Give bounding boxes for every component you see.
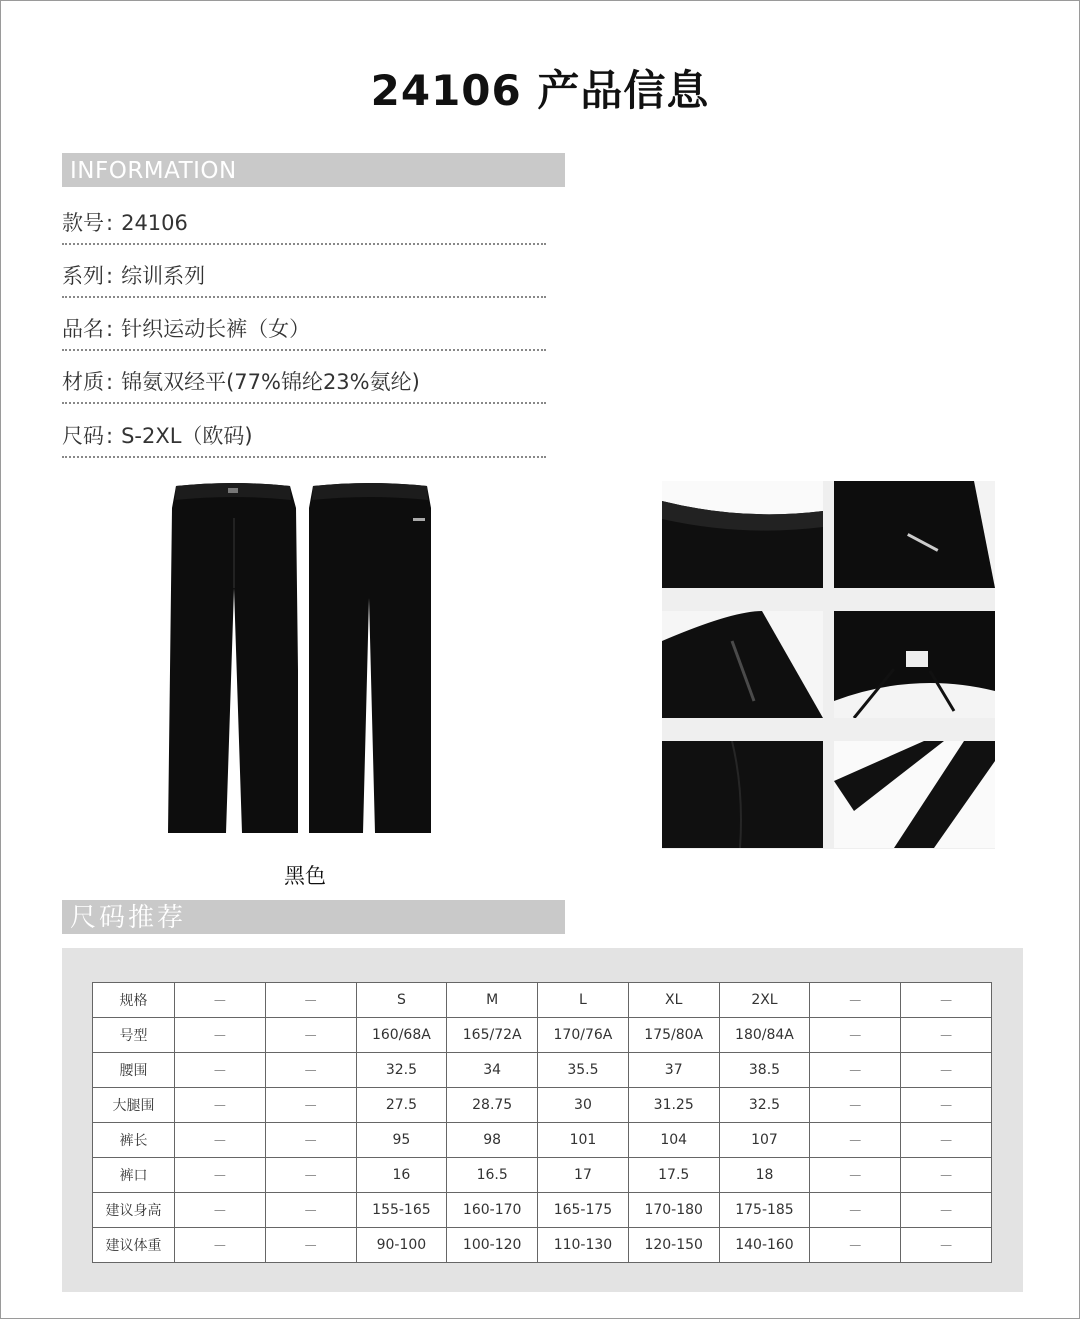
table-cell: 170/76A — [538, 1018, 629, 1053]
table-cell: — — [265, 1228, 356, 1263]
table-cell: 100-120 — [447, 1228, 538, 1263]
table-cell: — — [175, 983, 266, 1018]
table-row — [93, 1088, 992, 1123]
table-cell: — — [265, 1123, 356, 1158]
table-cell: — — [175, 1193, 266, 1228]
product-image — [160, 478, 445, 843]
table-cell: 175/80A — [628, 1018, 719, 1053]
size-recommendation-heading: 尺码推荐 — [62, 900, 565, 934]
table-cell: 140-160 — [719, 1228, 810, 1263]
table-cell: — — [265, 1193, 356, 1228]
table-cell: 31.25 — [628, 1088, 719, 1123]
info-separator: : — [106, 264, 114, 288]
table-cell: — — [175, 1088, 266, 1123]
table-cell: 120-150 — [628, 1228, 719, 1263]
info-label: 款号 — [62, 211, 104, 235]
table-cell: 28.75 — [447, 1088, 538, 1123]
info-row-product-name — [62, 309, 546, 351]
table-row — [93, 1053, 992, 1088]
table-cell: 101 — [538, 1123, 629, 1158]
size-table — [92, 982, 992, 1263]
detail-photo-leg-hem — [834, 741, 995, 848]
table-row-header: 大腿围 — [93, 1088, 175, 1123]
table-cell: — — [901, 1228, 992, 1263]
table-cell: 35.5 — [538, 1053, 629, 1088]
information-heading: INFORMATION — [62, 153, 565, 187]
table-cell: 175-185 — [719, 1193, 810, 1228]
table-cell: — — [810, 1018, 901, 1053]
table-row-header: 腰围 — [93, 1053, 175, 1088]
table-cell: — — [265, 1088, 356, 1123]
table-cell: 34 — [447, 1053, 538, 1088]
info-value: S-2XL（欧码) — [121, 424, 253, 448]
info-separator: : — [106, 317, 114, 341]
table-cell: 2XL — [719, 983, 810, 1018]
table-row-header: 裤口 — [93, 1158, 175, 1193]
table-cell: 170-180 — [628, 1193, 719, 1228]
table-cell: — — [810, 1088, 901, 1123]
pants-front-image — [168, 478, 298, 838]
info-separator: : — [106, 211, 114, 235]
table-cell: 104 — [628, 1123, 719, 1158]
table-row-header: 规格 — [93, 983, 175, 1018]
table-cell: — — [265, 1053, 356, 1088]
info-row-series — [62, 256, 546, 298]
table-cell: — — [810, 1228, 901, 1263]
table-cell: 27.5 — [356, 1088, 447, 1123]
info-value: 综训系列 — [121, 264, 206, 288]
table-cell: 90-100 — [356, 1228, 447, 1263]
table-cell: — — [175, 1018, 266, 1053]
info-row-size — [62, 416, 546, 458]
table-cell: 30 — [538, 1088, 629, 1123]
color-label: 黑色 — [284, 864, 326, 888]
table-row-header: 建议身高 — [93, 1193, 175, 1228]
table-row — [93, 1018, 992, 1053]
table-cell: S — [356, 983, 447, 1018]
table-cell: — — [175, 1158, 266, 1193]
table-row — [93, 1193, 992, 1228]
detail-photo-pocket — [662, 611, 823, 718]
info-row-style-number — [62, 203, 546, 245]
table-cell: — — [810, 1193, 901, 1228]
table-cell: 98 — [447, 1123, 538, 1158]
table-cell: 18 — [719, 1158, 810, 1193]
table-row — [93, 983, 992, 1018]
table-cell: — — [175, 1228, 266, 1263]
table-cell: — — [901, 1088, 992, 1123]
table-cell: — — [810, 1123, 901, 1158]
table-cell: 165/72A — [447, 1018, 538, 1053]
table-cell: 37 — [628, 1053, 719, 1088]
page-title: 24106 产品信息 — [370, 66, 710, 115]
table-cell: — — [265, 1158, 356, 1193]
table-cell: — — [175, 1123, 266, 1158]
table-cell: M — [447, 983, 538, 1018]
info-value: 锦氨双经平(77%锦纶23%氨纶) — [121, 370, 420, 394]
info-value: 24106 — [121, 211, 188, 235]
table-cell: — — [901, 1123, 992, 1158]
table-cell: — — [901, 1193, 992, 1228]
table-cell: 95 — [356, 1123, 447, 1158]
detail-photo-grid — [662, 481, 995, 849]
table-cell: 16.5 — [447, 1158, 538, 1193]
table-cell: XL — [628, 983, 719, 1018]
info-label: 品名 — [62, 317, 104, 341]
table-row-header: 建议体重 — [93, 1228, 175, 1263]
info-row-material — [62, 362, 546, 404]
detail-photo-logo — [834, 481, 995, 588]
info-value: 针织运动长裤（女） — [121, 317, 311, 341]
detail-photo-waistband — [662, 481, 823, 588]
table-row — [93, 1228, 992, 1263]
table-cell: — — [901, 983, 992, 1018]
detail-photo-drawstring — [834, 611, 995, 718]
table-cell: — — [265, 1018, 356, 1053]
table-cell: 32.5 — [719, 1088, 810, 1123]
info-separator: : — [106, 424, 114, 448]
table-cell: 155-165 — [356, 1193, 447, 1228]
table-cell: — — [901, 1158, 992, 1193]
table-cell: 180/84A — [719, 1018, 810, 1053]
table-row-header: 裤长 — [93, 1123, 175, 1158]
table-cell: 107 — [719, 1123, 810, 1158]
table-cell: L — [538, 983, 629, 1018]
info-separator: : — [106, 370, 114, 394]
table-cell: 160-170 — [447, 1193, 538, 1228]
table-cell: 160/68A — [356, 1018, 447, 1053]
table-cell: 110-130 — [538, 1228, 629, 1263]
pants-back-image — [305, 478, 435, 838]
table-cell: 16 — [356, 1158, 447, 1193]
table-cell: — — [810, 1158, 901, 1193]
table-row-header: 号型 — [93, 1018, 175, 1053]
table-row — [93, 1123, 992, 1158]
info-label: 尺码 — [62, 424, 104, 448]
table-cell: 38.5 — [719, 1053, 810, 1088]
table-cell: 17.5 — [628, 1158, 719, 1193]
table-cell: 165-175 — [538, 1193, 629, 1228]
table-row — [93, 1158, 992, 1193]
table-cell: — — [265, 983, 356, 1018]
table-cell: — — [810, 1053, 901, 1088]
info-label: 材质 — [62, 370, 104, 394]
info-label: 系列 — [62, 264, 104, 288]
table-cell: 32.5 — [356, 1053, 447, 1088]
table-cell: 17 — [538, 1158, 629, 1193]
detail-photo-side-seam — [662, 741, 823, 848]
table-cell: — — [175, 1053, 266, 1088]
table-cell: — — [901, 1018, 992, 1053]
table-cell: — — [810, 983, 901, 1018]
table-cell: — — [901, 1053, 992, 1088]
